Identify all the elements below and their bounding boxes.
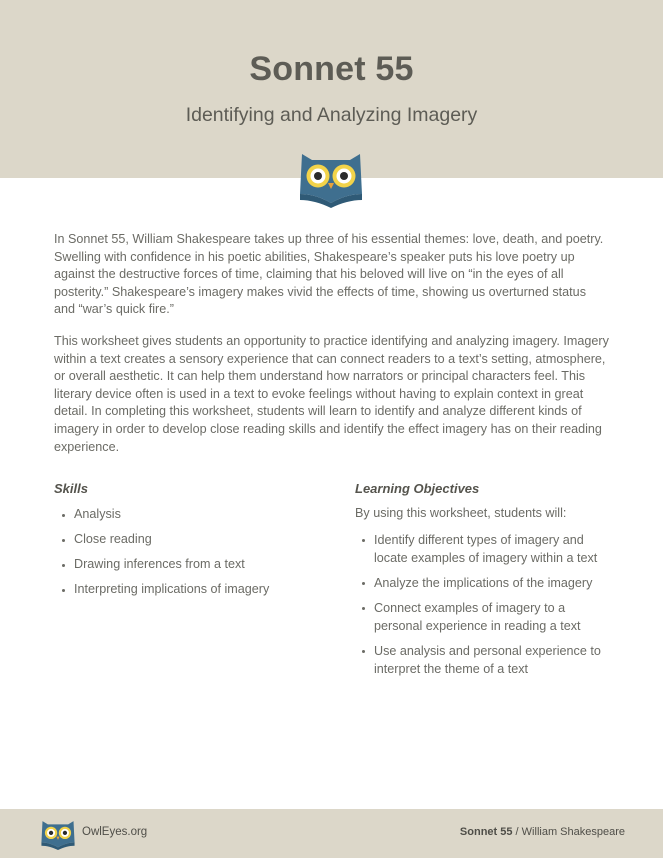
list-item: Connect examples of imagery to a personal experience in reading a text	[354, 599, 614, 635]
footer	[0, 809, 663, 858]
footer-separator: /	[512, 826, 522, 838]
skills-heading: Skills	[54, 481, 88, 496]
footer-work-credit	[460, 826, 625, 838]
list-item: Close reading	[54, 531, 269, 556]
footer-author: William Shakespeare	[521, 826, 625, 838]
skills-list	[54, 506, 269, 606]
page-subtitle: Identifying and Analyzing Imagery	[185, 104, 478, 126]
list-item: Analyze the implications of the imagery	[354, 574, 614, 592]
intro-paragraph-2: This worksheet gives students an opportunity to practice identifying and analyzing imagery. Imagery within a text creates a sensory experience that can connect readers to a text’s setting, atmosphere, or overall aesthetic. It can help them understand how narrators or principal characters feel. This literary device often is used in a text to evoke feelings without having to explain context in great detail. In completing this worksheet, students will learn to identify and analyze different kinds of imagery in order to develop close reading skills and identify the effect imagery has on their reading experience.	[54, 334, 609, 454]
learning-objectives-heading: Learning Objectives	[355, 481, 480, 496]
list-item: Interpreting implications of imagery	[54, 581, 269, 606]
list-item: Use analysis and personal experience to interpret the theme of a text	[354, 642, 614, 678]
list-item: Identify different types of imagery and locate examples of imagery within a text	[354, 531, 614, 567]
list-item: Analysis	[54, 506, 269, 531]
intro-paragraph-1: In Sonnet 55, William Shakespeare takes up three of his essential themes: love, death, and poetry. Swelling with confidence in his poetic abilities, Shakespeare’s speaker puts his love poetry up against the destructive forces of time, claiming that his beloved will live on “in the eyes of all posterity.” Shakespeare’s imagery makes vivid the effects of time, showing us overturned status and “war’s quick fire.”	[54, 232, 604, 317]
owl-book-icon	[296, 150, 366, 208]
footer-work-title: Sonnet 55	[459, 826, 513, 838]
learning-objectives-intro: By using this worksheet, students will:	[355, 506, 567, 520]
list-item: Drawing inferences from a text	[54, 556, 269, 581]
learning-objectives-list	[354, 531, 614, 685]
footer-site-link[interactable]: OwlEyes.org	[82, 826, 148, 838]
page-title: Sonnet 55	[249, 50, 414, 88]
owl-book-icon[interactable]	[38, 819, 78, 850]
